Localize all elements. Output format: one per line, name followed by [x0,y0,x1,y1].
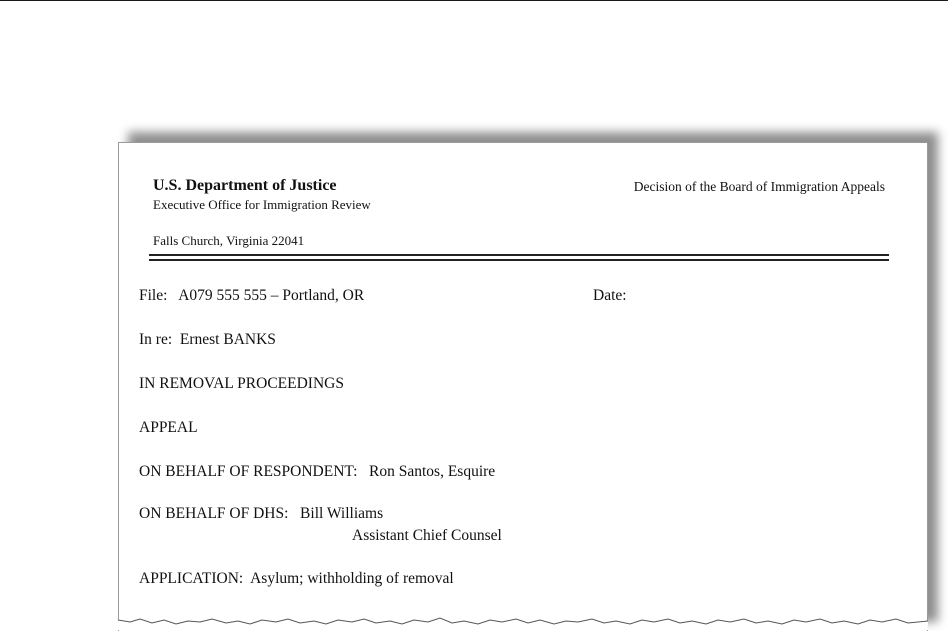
office-name: Executive Office for Immigration Review [153,197,371,212]
agency-name: U.S. Department of Justice [153,177,337,194]
proceedings-type: IN REMOVAL PROCEEDINGS [139,375,344,392]
file-number: File: A079 555 555 – Portland, OR [139,287,365,304]
appeal-label: APPEAL [139,419,198,436]
header-rule-bottom [149,259,889,261]
dhs-counsel-title: Assistant Chief Counsel [352,527,502,544]
date-label: Date: [593,287,627,304]
dhs-counsel: ON BEHALF OF DHS: Bill Williams [139,505,384,522]
top-divider [0,0,948,1]
header-rule-top [149,254,889,256]
respondent-counsel: ON BEHALF OF RESPONDENT: Ron Santos, Esquire [139,463,496,480]
office-address: Falls Church, Virginia 22041 [153,233,305,248]
torn-page-edge [118,612,928,630]
decision-title: Decision of the Board of Immigration Appeals [633,179,885,194]
in-re-line: In re: Ernest BANKS [139,331,276,348]
application-line: APPLICATION: Asylum; withholding of removal [139,570,454,587]
document-page [118,142,928,631]
